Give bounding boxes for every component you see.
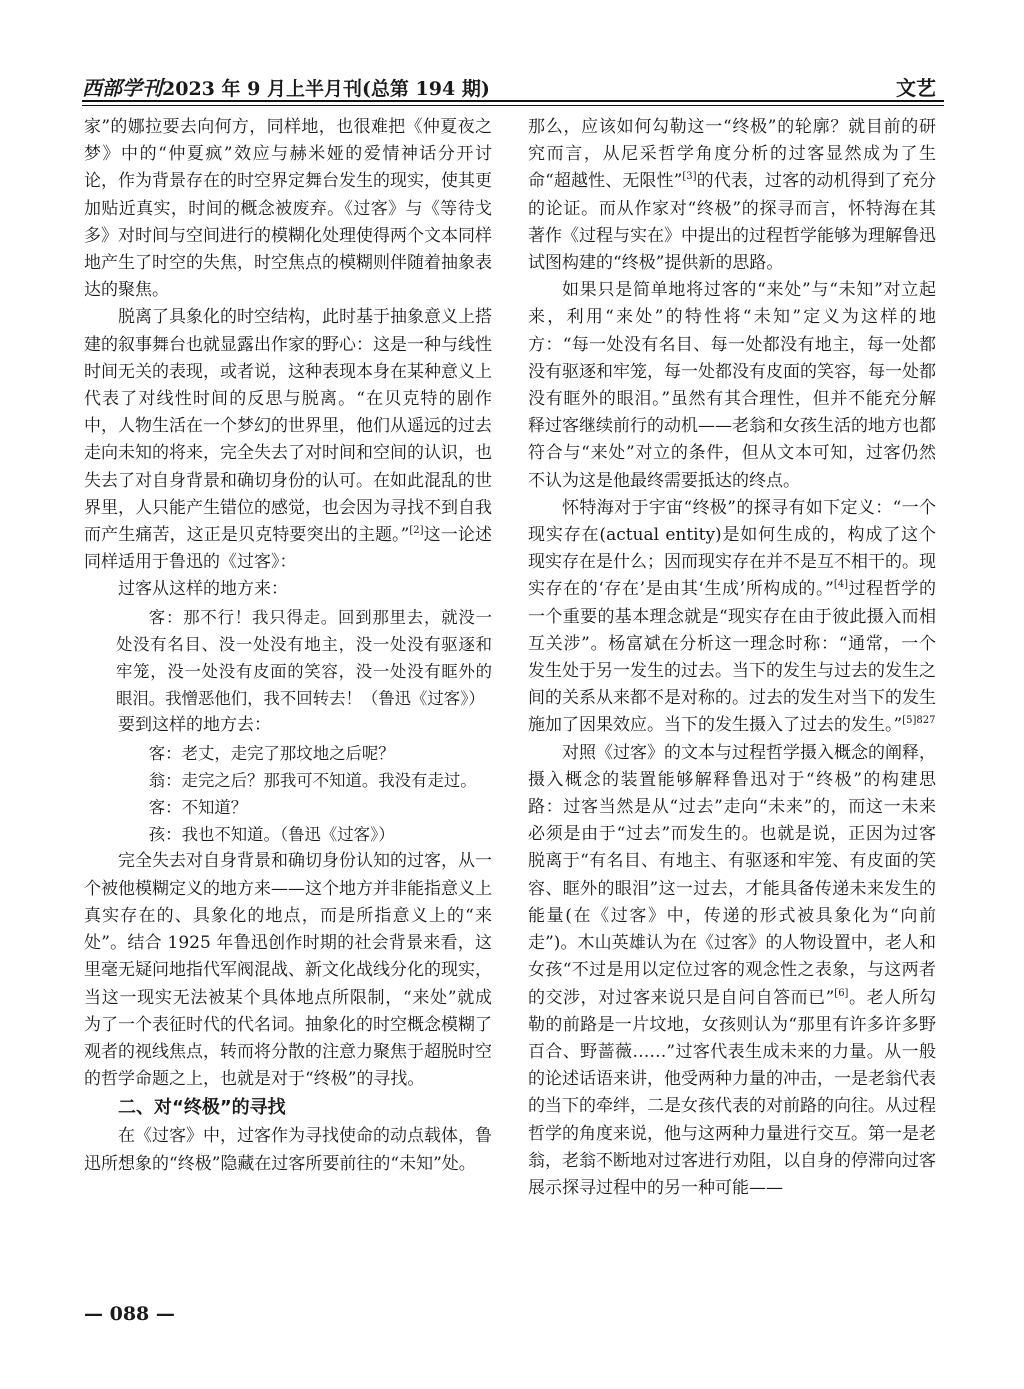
- issue-text: 2023 年 9 月上半月刊(总第 194 期): [162, 78, 490, 100]
- paragraph: 要到这样的地方去：: [118, 715, 271, 736]
- paragraph: 在《过客》中，过客作为寻找使命的动点载体，鲁迅所想象的“终极”隐藏在过客所要前往的“未知”处。: [84, 1126, 492, 1174]
- paragraph: 脱离了具象化的时空结构，此时基于抽象意义上搭建的叙事舞台也就显露出作家的野心：这是一种与线性时间无关的表现，或者说，这种表现本身在某种意义上代表了对线性时间的反思与脱离。“在贝克特的剧作中，人物生活在一个梦幻的世界里，他们从遥远的过去走向未知的将来，完全失去了对时间和空间的认识，也失去了对自身背景和确切身份的认可。在如此混乱的世界里，人只能产生错位的感觉，也会因为寻找不到自我而产生痛苦，这正是贝克特要突出的主题。”[2]这一论述同样适用于鲁迅的《过客》：: [84, 307, 492, 573]
- dialogue-line: 翁：走完之后？那我可不知道。我没有走过。: [148, 770, 477, 790]
- paragraph: 怀特海对于宇宙“终极”的探寻有如下定义：“一个现实存在(actual entity)是如何生成的，构成了这个现实存在是什么；因而现实存在并不是互不相干的。现实存在的‘存在’是由其‘生成’所构成的。”[4]过程哲学的一个重要的基本理念就是“现实存在由于彼此摄入而相互关涉”。杨富斌在分析这一理念时称：“通常，一个发生处于另一发生的过去。当下的发生与过去的发生之间的关系从来都不是对称的。过去的发生对当下的发生施加了因果效应。当下的发生摄入了过去的发生。”$^{[5]827}$: [528, 497, 937, 736]
- dialogue-line: 客：不知道？: [148, 798, 248, 818]
- left-column: [84, 114, 492, 1178]
- paragraph: 那么，应该如何勾勒这一“终极”的轮廓？就目前的研究而言，从尼采哲学角度分析的过客显然成为了生命“超越性、无限性”[3]的代表，过客的动机得到了充分的论证。而从作家对“终极”的探寻而言，怀特海在其著作《过程与实在》中提出的过程哲学能够为理解鲁迅试图构建的“终极”提供新的思路。: [528, 117, 936, 274]
- citation-ref: [4]: [833, 579, 848, 591]
- section-label: 文艺: [896, 76, 936, 100]
- paragraph: 对照《过客》的文本与过程哲学摄入概念的阐释，摄入概念的装置能够解释鲁迅对于“终极”的构建思路：过客当然是从“过去”走向“未来”的，而这一未来必须是由于“过去”而发生的。也就是说，正因为过客脱离于“有名目、有地主、有驱逐和牢笼、有皮面的笑容、眶外的眼泪”这一过去，才能具备传递未来发生的能量(在《过客》中，传递的形式被具象化为“向前走”)。木山英雄认为在《过客》的人物设置中，老人和女孩“不过是用以定位过客的观念性之表象，与这两者的交涉，对过客来说只是自问自答而已”[6]。老人所勾勒的前路是一片坟地，女孩则认为“那里有许多许多野百合、野蔷薇……”过客代表生成未来的力量。从一般的论述话语来讲，他受两种力量的冲击，一是老翁代表的当下的牵绊，二是女孩代表的对前路的向往。从过程哲学的角度来说，他与这两种力量进行交互。第一是老翁，老翁不断地对过客进行劝阻，以自身的停滞向过客展示探寻过程中的另一种可能——: [528, 742, 936, 1198]
- paragraph: 过客从这样的地方来：: [118, 579, 288, 600]
- journal-logo: 西部学刊: [82, 76, 162, 100]
- citation-ref: [2]: [409, 525, 424, 537]
- citation-ref: [5]827: [902, 715, 936, 727]
- dialogue-line: 孩：我也不知道。（鲁迅《过客》）: [148, 825, 395, 845]
- dialogue-line: 客：老丈，走完了那坟地之后呢？: [148, 743, 395, 763]
- citation-ref: [3]: [682, 171, 697, 183]
- block-quote: 客：那不行！我只得走。回到那里去，就没一处没有名目、没一处没有地主，没一处没有驱逐和牢笼，没一处没有皮面的笑容，没一处没有眶外的眼泪。我憎恶他们，我不回转去！（鲁迅《过客》）: [116, 607, 492, 709]
- header-rule-thin: [82, 105, 944, 106]
- citation-ref: [6]: [834, 987, 849, 999]
- paragraph: 完全失去对自身背景和确切身份认知的过客，从一个被他模糊定义的地方来——这个地方并非能指意义上真实存在的、具象化的地点，而是所指意义上的“来处”。结合 1925 年鲁迅创作时期的社会背景来看，这里毫无疑问地指代军阀混战、新文化战线分化的现实，当这一现实无法被某个具体地点所限制，“来处”就成为了一个表征时代的代名词。抽象化的时空概念模糊了观者的视线焦点，转而将分散的注意力聚焦于超脱时空的哲学命题之上，也就是对于“终极”的寻找。: [84, 851, 492, 1090]
- header-issue: [82, 72, 490, 101]
- right-column: [528, 114, 936, 1202]
- page-number: — 088 —: [84, 1303, 175, 1325]
- paragraph: 家”的娜拉要去向何方，同样地，也很难把《仲夏夜之梦》中的“仲夏疯”效应与赫米娅的爱情神话分开讨论，作为背景存在的时空界定舞台发生的现实，使其更加贴近真实，时间的概念被废弃。《过客》与《等待戈多》对时间与空间进行的模糊化处理使得两个文本同样地产生了时空的失焦，时空焦点的模糊则伴随着抽象表达的聚焦。: [84, 117, 492, 301]
- header-rule-thick: [82, 100, 944, 102]
- running-header: [82, 70, 944, 102]
- section-heading: 二、对“终极”的寻找: [118, 1097, 286, 1119]
- paragraph: 如果只是简单地将过客的“来处”与“未知”对立起来，利用“来处”的特性将“未知”定义为这样的地方：“每一处没有名目、每一处都没有地主，每一处都没有驱逐和牢笼，每一处都没有皮面的笑容，每一处都没有眶外的眼泪。”虽然有其合理性，但并不能充分解释过客继续前行的动机——老翁和女孩生活的地方也都符合与“来处”对立的条件，但从文本可知，过客仍然不认为这是他最终需要抵达的终点。: [528, 280, 936, 491]
